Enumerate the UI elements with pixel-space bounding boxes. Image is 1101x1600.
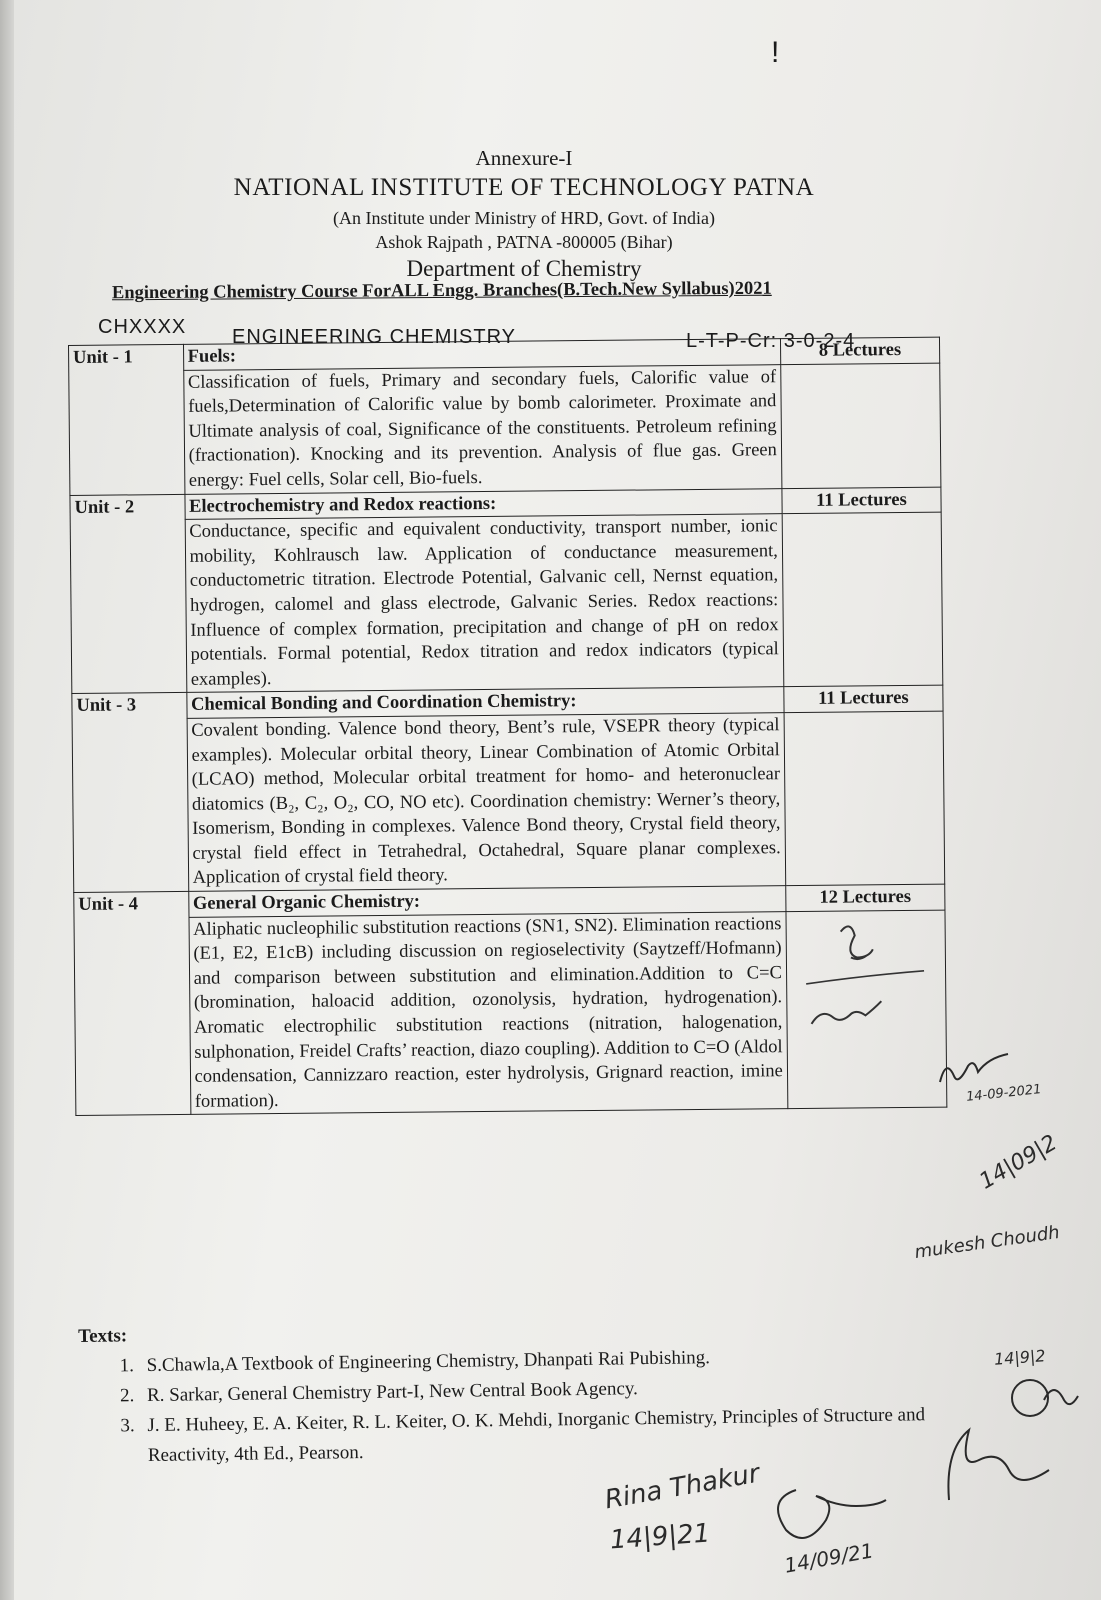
institute-name: NATIONAL INSTITUTE OF TECHNOLOGY PATNA — [233, 174, 815, 201]
signature-cell — [786, 910, 947, 1109]
unit-label: Unit - 1 — [69, 344, 185, 495]
signature-name: mukesh Choudh — [913, 1221, 1061, 1264]
unit-topic: Electrochemistry and Redox reactions: — [185, 488, 782, 519]
empty-cell — [781, 363, 941, 488]
course-credits: L-T-P-Cr: 3-0-2-4 — [686, 330, 856, 352]
signature-date: 14|09|2 — [975, 1130, 1062, 1195]
unit-content-row — [69, 363, 941, 495]
signature-date: 14/09/21 — [782, 1538, 876, 1578]
course-name: ENGINEERING CHEMISTRY — [232, 326, 516, 348]
unit-label: Unit - 3 — [72, 693, 188, 893]
unit-topic: General Organic Chemistry: — [188, 886, 785, 917]
unit-content: Conductance, specific and equivalent conductivity, transport number, ionic mobility, Kohlrausch law. Application of conductance measurement, conductometric titration. Electrode Potential, Galvanic cell, Nernst equation, hydrogen, calomel and glass electrode, Galvanic Series. Redox reactions: Influence of complex formation, precipitation and change of pH on redox potentials. Formal potential, Redox titration and redox indicators (typical examples). — [185, 514, 784, 693]
unit-topic: Chemical Bonding and Coordination Chemistry: — [186, 687, 783, 718]
signature-date: 14|9|2 — [993, 1346, 1047, 1369]
department-name: Department of Chemistry — [406, 256, 642, 281]
unit-content-row — [72, 711, 945, 893]
course-code: CHXXXX — [98, 316, 187, 338]
signature-scribble — [800, 910, 931, 1031]
signature-scribble — [919, 1420, 1059, 1510]
page-edge-shadow — [0, 0, 14, 1600]
unit-lectures: 11 Lectures — [782, 487, 941, 514]
unit-content: Classification of fuels, Primary and secondary fuels, Calorific value of fuels,Determination of Calorific value by bomb calorimeter. Proximate and Ultimate analysis of coal, Significance of the constituents. Petroleum refining (fractionation). Knocking and its prevention. Analysis of flue gas. Green energy: Fuel cells, Solar cell, Bio-fuels. — [183, 364, 781, 494]
course-title-line: Engineering Chemistry Course ForALL Engg. Branches(B.Tech.New Syllabus)2021 — [111, 278, 772, 304]
unit-label: Unit - 2 — [70, 494, 186, 694]
syllabus-table — [68, 337, 947, 1117]
unit-content-row — [74, 910, 947, 1116]
address-line: Ashok Rajpath , PATNA -800005 (Bihar) — [375, 232, 673, 252]
unit-label: Unit - 4 — [74, 891, 191, 1115]
ministry-line: (An Institute under Ministry of HRD, Govt. of India) — [333, 208, 715, 228]
annexure-label: Annexure-I — [475, 146, 573, 170]
empty-cell — [782, 512, 943, 687]
signature-name: Rina Thakur — [602, 1458, 762, 1516]
texts-heading: Texts: — [78, 1325, 128, 1347]
empty-cell — [784, 711, 945, 886]
unit-content: Covalent bonding. Valence bond theory, Bent’s rule, VSEPR theory (typical examples). Molecular orbital theory, Linear Combination of Atomic Orbital (LCAO) method, Molecular orbital treatment for homo- and heteronuclear diatomics (B₂, C₂, O₂, CO, NO etc). Coordination chemistry: Werner’s theory, Isomerism, Bonding in complexes. Valence Bond theory, Crystal field theory, crystal field effect in Tetrahedral, Octahedral, Square planar complexes. Application of crystal field theory. — [187, 713, 786, 892]
document-page — [14, 0, 1101, 1600]
unit-lectures: 12 Lectures — [786, 884, 945, 911]
reference-item: 2. R. Sarkar, General Chemistry Part-I, New Central Book Agency. — [139, 1369, 979, 1411]
unit-topic: Fuels: — [183, 339, 780, 370]
signature-scribble — [766, 1480, 916, 1550]
pen-mark: ! — [771, 36, 780, 69]
unit-lectures: 8 Lectures — [780, 337, 939, 364]
unit-lectures: 11 Lectures — [784, 685, 943, 712]
reference-list — [78, 1339, 980, 1472]
signature-date: 14-09-2021 — [965, 1082, 1043, 1105]
signature-date: 14|9|21 — [609, 1518, 712, 1556]
texts-section — [78, 1309, 980, 1472]
reference-item: 3. J. E. Huheey, E. A. Keiter, R. L. Keiter, O. K. Mehdi, Inorganic Chemistry, Principles of Structure and Reactivity, 4th Ed., Pearson. — [139, 1399, 980, 1471]
reference-item: 1. S.Chawla,A Textbook of Engineering Chemistry, Dhanpati Rai Pubishing. — [138, 1339, 978, 1381]
unit-content-row — [70, 512, 943, 694]
unit-content: Aliphatic nucleophilic substitution reactions (SN1, SN2). Elimination reactions (E1, E2, E1cB) including discussion on regioselectivity (Saytzeff/Hofmann) and comparison between substitution and elimination.Addition to C=C (bromination, haloacid addition, ozonolysis, hydration, hydrogenation). Aromatic electrophilic substitution reactions (nitration, halogenation, sulphonation, Freidel Crafts’ reaction, diazo coupling). Addition to C=O (Aldol condensation, Cannizzaro reaction, ester hydrolysis, Grignard reaction, imine formation). — [189, 911, 788, 1114]
